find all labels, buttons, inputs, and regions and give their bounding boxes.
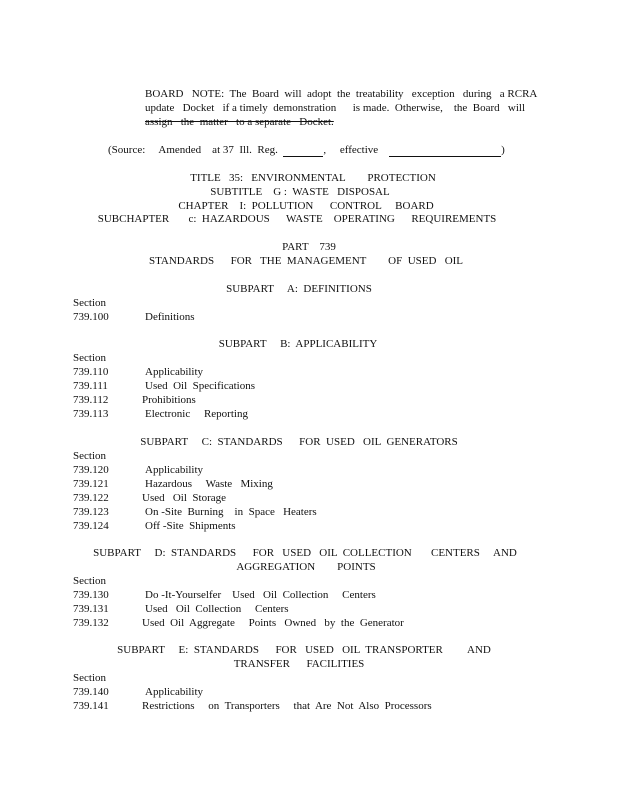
section-number: 739.113 (73, 408, 109, 420)
section-title: On -Site Burning in Space Heaters (145, 506, 317, 518)
subpart-heading: SUBPART E: STANDARDS FOR USED OIL TRANSPORTER AND (117, 644, 491, 656)
section-title: Used Oil Collection Centers (145, 603, 289, 615)
subpart-heading: SUBPART B: APPLICABILITY (218, 338, 378, 350)
source-label: (Source: (108, 144, 146, 156)
section-number: 739.132 (73, 617, 109, 629)
section-number: 739.121 (73, 478, 109, 490)
section-title: Restrictions on Transporters that Are Not Also Processors (142, 700, 432, 712)
section-title: Off -Site Shipments (145, 520, 236, 532)
subpart-heading: SUBPART A: DEFINITIONS (226, 283, 372, 295)
section-title: Electronic Reporting (145, 408, 248, 420)
section-number: 739.100 (73, 311, 109, 323)
section-number: 739.120 (73, 464, 109, 476)
section-number: 739.140 (73, 686, 109, 698)
section-number: 739.131 (73, 603, 109, 615)
source-effective: effective (339, 144, 379, 156)
board-note-struck-line: assign the matter to a separate Docket. (145, 116, 334, 128)
subtitle-heading: SUBTITLE G : WASTE DISPOSAL (210, 186, 390, 198)
section-title: Hazardous Waste Mixing (145, 478, 273, 490)
board-note (145, 87, 538, 129)
section-label: Section (73, 450, 106, 462)
board-note-line: update Docket if a timely demonstration is made. Otherwise, the Board will (145, 102, 526, 114)
section-title: Definitions (145, 311, 195, 323)
section-label: Section (73, 352, 106, 364)
section-number: 739.112 (73, 394, 109, 406)
section-title: Applicability (145, 464, 204, 476)
section-number: 739.123 (73, 506, 109, 518)
source-line: (Source: Amended at 37 Ill. Reg. , effective ) (108, 144, 505, 156)
section-title: Used Oil Specifications (145, 380, 255, 392)
section-label: Section (73, 672, 106, 684)
part-title-heading: STANDARDS FOR THE MANAGEMENT OF USED OIL (148, 255, 464, 267)
subpart-heading: SUBPART C: STANDARDS FOR USED OIL GENERATORS (140, 436, 458, 448)
subpart-heading: SUBPART D: STANDARDS FOR USED OIL COLLECTION CENTERS AND (93, 547, 517, 559)
section-title: Used Oil Aggregate Points Owned by the Generator (142, 617, 404, 629)
part-heading: PART 739 (282, 241, 336, 253)
subpart-heading-continued: AGGREGATION POINTS (236, 561, 376, 573)
section-title: Do -It-Yourselfer Used Oil Collection Centers (145, 589, 376, 601)
board-note-line: BOARD NOTE: The Board will adopt the treatability exception during a RCRA (145, 88, 538, 100)
section-label: Section (73, 575, 106, 587)
section-number: 739.110 (73, 366, 109, 378)
effective-blank (389, 144, 501, 157)
title-heading: TITLE 35: ENVIRONMENTAL PROTECTION (190, 172, 436, 184)
section-number: 739.124 (73, 520, 109, 532)
section-number: 739.122 (73, 492, 109, 504)
source-amended: Amended at 37 Ill. Reg. (158, 144, 278, 156)
section-title: Prohibitions (142, 394, 196, 406)
section-title: Used Oil Storage (142, 492, 227, 504)
section-number: 739.111 (73, 380, 108, 392)
source-close: ) (501, 144, 505, 156)
chapter-heading: CHAPTER I: POLLUTION CONTROL BOARD (178, 200, 434, 212)
section-number: 739.141 (73, 700, 109, 712)
subchapter-heading: SUBCHAPTER c: HAZARDOUS WASTE OPERATING REQUIREMENTS (97, 213, 497, 225)
subpart-heading-continued: TRANSFER FACILITIES (233, 658, 365, 670)
section-number: 739.130 (73, 589, 109, 601)
section-title: Applicability (145, 366, 204, 378)
section-label: Section (73, 297, 106, 309)
date-blank (283, 144, 323, 157)
section-title: Applicability (145, 686, 204, 698)
